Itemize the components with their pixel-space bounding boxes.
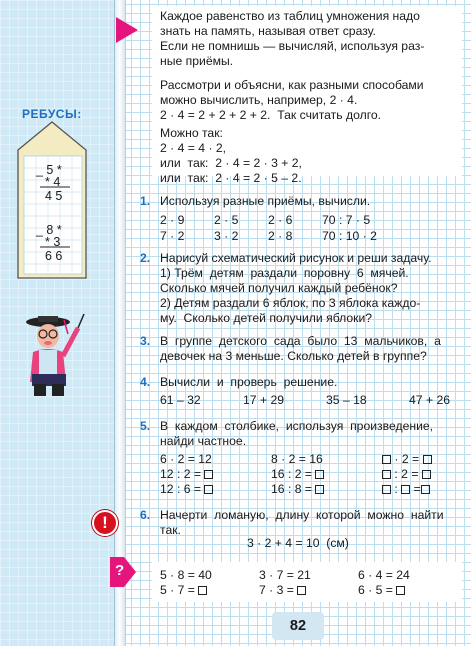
rebus2-mid: * 3 — [45, 235, 61, 249]
equation: 6 · 5 = — [358, 583, 405, 597]
task-number: 6. — [140, 508, 151, 522]
intro-line: Можно так: — [160, 126, 223, 140]
expression: 70 : 10 · 2 — [322, 229, 377, 243]
expression: 2 · 5 — [214, 213, 239, 227]
task-text: Начерти ломаную, длину которой можно найти — [160, 508, 444, 522]
intro-line: 2 · 4 = 2 + 2 + 2 + 2. Так считать долго. — [160, 108, 382, 122]
equation: · 2 = — [382, 452, 432, 466]
intro-marker-icon — [116, 17, 138, 43]
equation: 12 : 6 = — [160, 482, 213, 496]
answer-box[interactable] — [422, 470, 431, 479]
expression: 17 + 29 — [243, 393, 285, 407]
intro-line: 2 · 4 = 4 · 2, — [160, 141, 227, 155]
answer-box[interactable] — [421, 485, 430, 494]
rebus-title: РЕБУСЫ: — [22, 107, 82, 121]
attention-icon: ! — [92, 510, 118, 536]
rebus1-bottom: 4 5 — [45, 189, 63, 203]
intro-line: Каждое равенство из таблиц умножения надо — [160, 9, 420, 23]
answer-box[interactable] — [382, 485, 391, 494]
task-text: 1) Трём детям раздали поровну 6 мячей. — [160, 266, 409, 280]
task-text: Вычисли и проверь решение. — [160, 375, 338, 389]
professor-illustration-icon — [20, 312, 86, 398]
answer-box[interactable] — [198, 586, 207, 595]
expression: 47 + 26 — [409, 393, 451, 407]
answer-box[interactable] — [297, 586, 306, 595]
page-number: 82 — [272, 612, 324, 640]
question-icon — [110, 557, 136, 587]
expression: 2 · 9 — [160, 213, 185, 227]
equation: : = — [382, 482, 430, 496]
answer-box[interactable] — [204, 470, 213, 479]
intro-line: или так: 2 · 4 = 2 · 3 + 2, — [160, 156, 302, 170]
task-number: 3. — [140, 334, 151, 348]
task-text: му. Сколько детей получили яблоки? — [160, 311, 373, 325]
task-text: В группе детского сада было 13 мальчиков, а — [160, 334, 441, 348]
task-text: 2) Детям раздали 6 яблок, по 3 яблока каждо- — [160, 296, 421, 310]
task-number: 2. — [140, 251, 151, 265]
equation: 7 · 3 = — [259, 583, 306, 597]
expression: 3 · 2 — [214, 229, 239, 243]
answer-box[interactable] — [315, 485, 324, 494]
task-number: 1. — [140, 194, 151, 208]
answer-box[interactable] — [396, 586, 405, 595]
answer-box[interactable] — [382, 470, 391, 479]
question-glyph: ? — [115, 562, 125, 579]
equation: 5 · 7 = — [160, 583, 207, 597]
expression: 2 · 8 — [268, 229, 293, 243]
answer-box[interactable] — [382, 455, 391, 464]
intro-line: ные приёмы. — [160, 54, 234, 68]
page-binding-rail — [114, 0, 126, 646]
equation: 3 · 7 = 21 — [259, 568, 311, 582]
intro-line: или так: 2 · 4 = 2 · 5 – 2. — [160, 171, 302, 185]
equation: 6 · 4 = 24 — [358, 568, 410, 582]
rebus-house — [14, 120, 90, 280]
expression: 70 : 7 · 5 — [322, 213, 371, 227]
task-text: девочек на 3 меньше. Сколько детей в группе? — [160, 349, 427, 363]
rebus2-bottom: 6 6 — [45, 249, 63, 263]
answer-box[interactable] — [204, 485, 213, 494]
answer-box[interactable] — [401, 485, 410, 494]
rebus2-top: _ 8 * — [36, 223, 62, 237]
equation: 6 · 2 = 12 — [160, 452, 212, 466]
intro-line: можно вычислить, например, 2 · 4. — [160, 93, 358, 107]
expression: 61 – 32 — [160, 393, 201, 407]
equation: 16 : 2 = — [271, 467, 324, 481]
rebus1-top: _ 5 * — [36, 163, 62, 177]
intro-line: знать на память, называя ответ сразу. — [160, 24, 376, 38]
task-number: 5. — [140, 419, 151, 433]
task-text: Используя разные приёмы, вычисли. — [160, 194, 371, 208]
expression: 35 – 18 — [326, 393, 367, 407]
task-number: 4. — [140, 375, 151, 389]
task-text: найди частное. — [160, 434, 247, 448]
task-text: так. — [160, 523, 181, 537]
formula: 3 · 2 + 4 = 10 (см) — [247, 536, 349, 550]
answer-box[interactable] — [423, 455, 432, 464]
expression: 7 · 2 — [160, 229, 185, 243]
intro-line: Если не помнишь — вычисляй, используя раз- — [160, 39, 425, 53]
equation: : 2 = — [382, 467, 431, 481]
equation: 12 : 2 = — [160, 467, 213, 481]
equation: 16 : 8 = — [271, 482, 324, 496]
task-text: В каждом столбике, используя произведение, — [160, 419, 434, 433]
answer-box[interactable] — [315, 470, 324, 479]
task-text: Сколько мячей получил каждый ребёнок? — [160, 281, 398, 295]
rebus1-mid: * 4 — [45, 175, 61, 189]
intro-line: Рассмотри и объясни, как разными способами — [160, 78, 424, 92]
equation: 5 · 8 = 40 — [160, 568, 212, 582]
task-text: Нарисуй схематический рисунок и реши задачу. — [160, 251, 432, 265]
expression: 2 · 6 — [268, 213, 293, 227]
equation: 8 · 2 = 16 — [271, 452, 323, 466]
